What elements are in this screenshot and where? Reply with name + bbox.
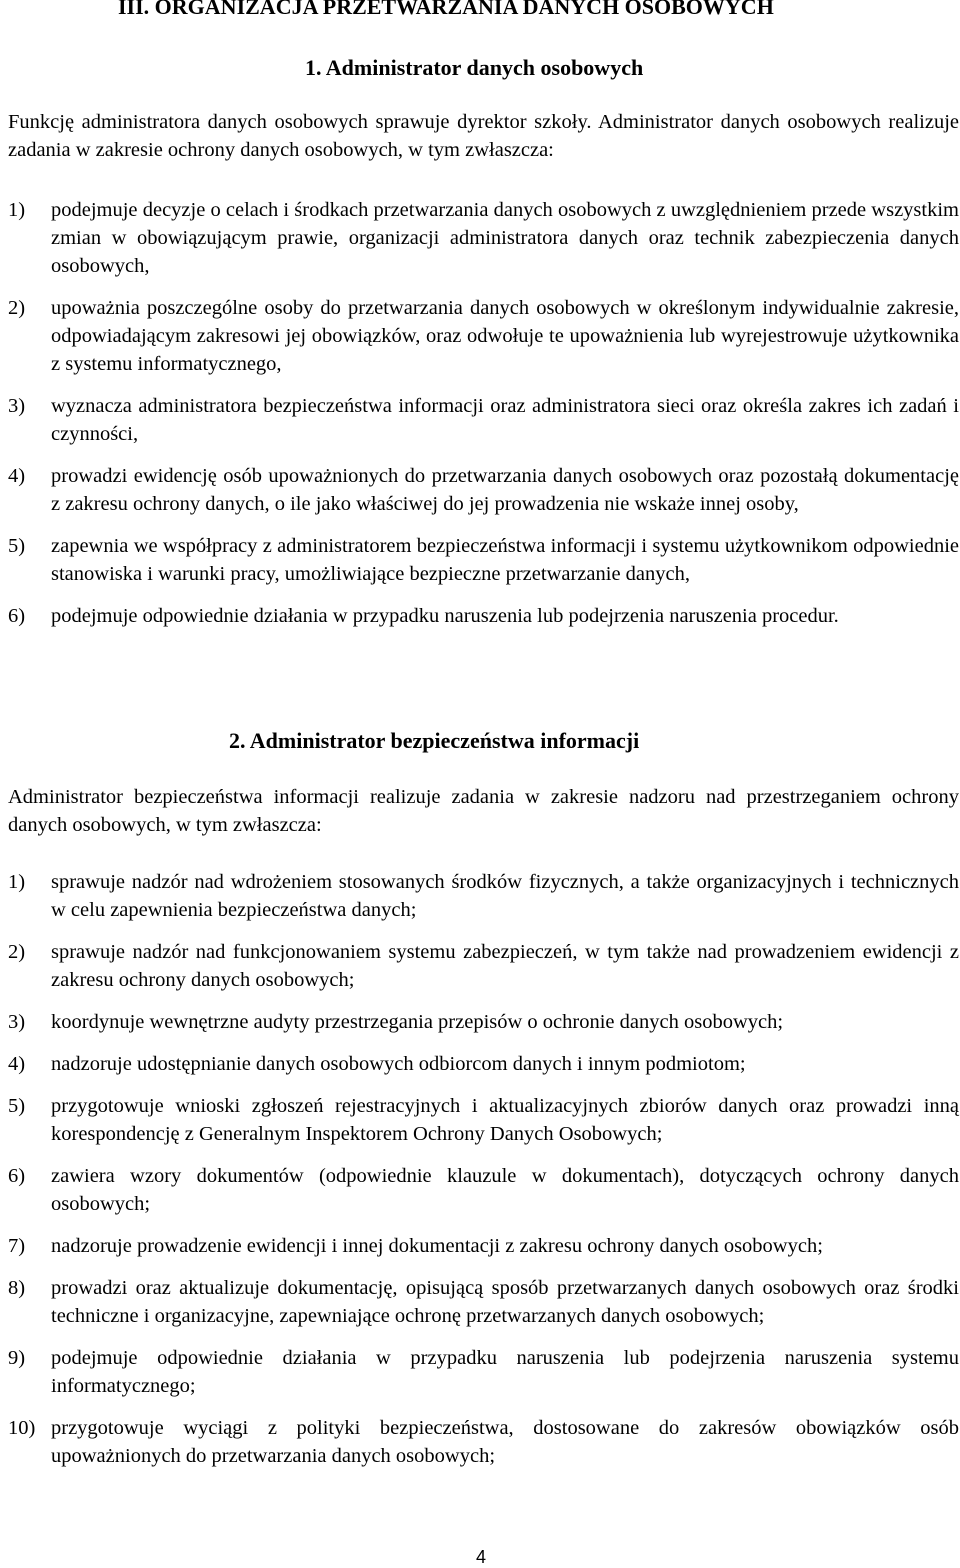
section-2-title: 2. Administrator bezpieczeństwa informacji [229,728,640,753]
list-item-text: koordynuje wewnętrzne audyty przestrzegania przepisów o ochronie danych osobowych; [51,1011,784,1033]
list-item-text: nadzoruje udostępnianie danych osobowych odbiorcom danych i innym podmiotom; [51,1053,746,1075]
list-item [0,1344,960,1400]
section-1-list [0,196,960,644]
list-item [0,602,960,630]
list-item-number: 4) [8,1053,26,1075]
list-item [0,1162,960,1218]
list-item-number: 9) [8,1347,26,1369]
list-item [0,1232,960,1260]
section-2-intro: Administrator bezpieczeństwa informacji realizuje zadania w zakresie nadzoru nad przestrzeganiem ochrony danych osobowych, w tym zwłaszcza: [8,786,959,836]
list-item-number: 3) [8,395,26,417]
list-item [0,868,960,924]
list-item-text: przygotowuje wnioski zgłoszeń rejestracyjnych i aktualizacyjnych zbiorów danych oraz prowadzi inną korespondencję z Generalnym Inspektorem Ochrony Danych Osobowych; [51,1095,959,1145]
list-item-text: zawiera wzory dokumentów (odpowiednie klauzule w dokumentach), dotyczących ochrony danych osobowych; [51,1165,959,1215]
list-item [0,1050,960,1078]
list-item [0,294,960,378]
list-item-number: 2) [8,297,26,319]
list-item-text: prowadzi ewidencję osób upoważnionych do przetwarzania danych osobowych oraz pozostałą dokumentację z zakresu ochrony danych, o ile jako właściwej do jej prowadzenia nie wskaże innej osoby, [51,465,959,515]
list-item [0,1008,960,1036]
list-item-number: 7) [8,1235,26,1257]
list-item-number: 1) [8,871,26,893]
list-item [0,1092,960,1148]
list-item-number: 5) [8,1095,26,1117]
list-item-text: przygotowuje wyciągi z polityki bezpieczeństwa, dostosowane do zakresów obowiązków osób upoważnionych do przetwarzania danych osobowych; [51,1417,959,1467]
list-item-text: wyznacza administratora bezpieczeństwa informacji oraz administratora sieci oraz określa zakres ich zadań i czynności, [51,395,959,445]
list-item-number: 6) [8,1165,26,1187]
list-item [0,392,960,448]
page-number: 4 [476,1547,487,1567]
section-2-list [0,868,960,1484]
list-item-text: zapewnia we współpracy z administratorem bezpieczeństwa informacji i systemu użytkownikom odpowiednie stanowiska i warunki pracy, umożliwiające bezpieczne przetwarzanie danych, [51,535,959,585]
list-item [0,1274,960,1330]
list-item-text: sprawuje nadzór nad funkcjonowaniem systemu zabezpieczeń, w tym także nad prowadzeniem ewidencji z zakresu ochrony danych osobowych; [51,941,959,991]
list-item-text: podejmuje decyzje o celach i środkach przetwarzania danych osobowych z uwzględnieniem przede wszystkim zmian w obowiązującym prawie, organizacji administratora danych oraz technik zabezpieczenia danych osobowych, [51,199,959,277]
list-item [0,462,960,518]
list-item [0,532,960,588]
list-item [0,196,960,280]
chapter-title: III. ORGANIZACJA PRZETWARZANIA DANYCH OSOBOWYCH [118,0,774,19]
list-item-text: prowadzi oraz aktualizuje dokumentację, opisującą sposób przetwarzanych danych osobowych oraz środki techniczne i organizacyjne, zapewniające ochronę przetwarzanych danych osobowych; [51,1277,959,1327]
list-item-number: 6) [8,605,26,627]
list-item-number: 4) [8,465,26,487]
list-item [0,1414,960,1470]
list-item-number: 8) [8,1277,26,1299]
list-item-number: 3) [8,1011,26,1033]
list-item-number: 1) [8,199,26,221]
list-item-number: 5) [8,535,26,557]
list-item-text: upoważnia poszczególne osoby do przetwarzania danych osobowych w określonym indywidualnie zakresie, odpowiadającym zakresowi jej obowiązków, oraz odwołuje te upoważnienia lub wyrejestrowuje użytkownika z systemu informatycznego, [51,297,959,375]
list-item-text: podejmuje odpowiednie działania w przypadku naruszenia lub podejrzenia naruszenia procedur. [51,605,839,627]
list-item-text: nadzoruje prowadzenie ewidencji i innej dokumentacji z zakresu ochrony danych osobowych; [51,1235,823,1257]
list-item-text: podejmuje odpowiednie działania w przypadku naruszenia lub podejrzenia naruszenia systemu informatycznego; [51,1347,959,1397]
list-item-text: sprawuje nadzór nad wdrożeniem stosowanych środków fizycznych, a także organizacyjnych i technicznych w celu zapewnienia bezpieczeństwa danych; [51,871,959,921]
section-1-title: 1. Administrator danych osobowych [305,55,644,80]
section-1-intro: Funkcję administratora danych osobowych sprawuje dyrektor szkoły. Administrator danych osobowych realizuje zadania w zakresie ochrony danych osobowych, w tym zwłaszcza: [8,111,959,161]
list-item-number: 10) [8,1417,36,1439]
list-item [0,938,960,994]
list-item-number: 2) [8,941,26,963]
